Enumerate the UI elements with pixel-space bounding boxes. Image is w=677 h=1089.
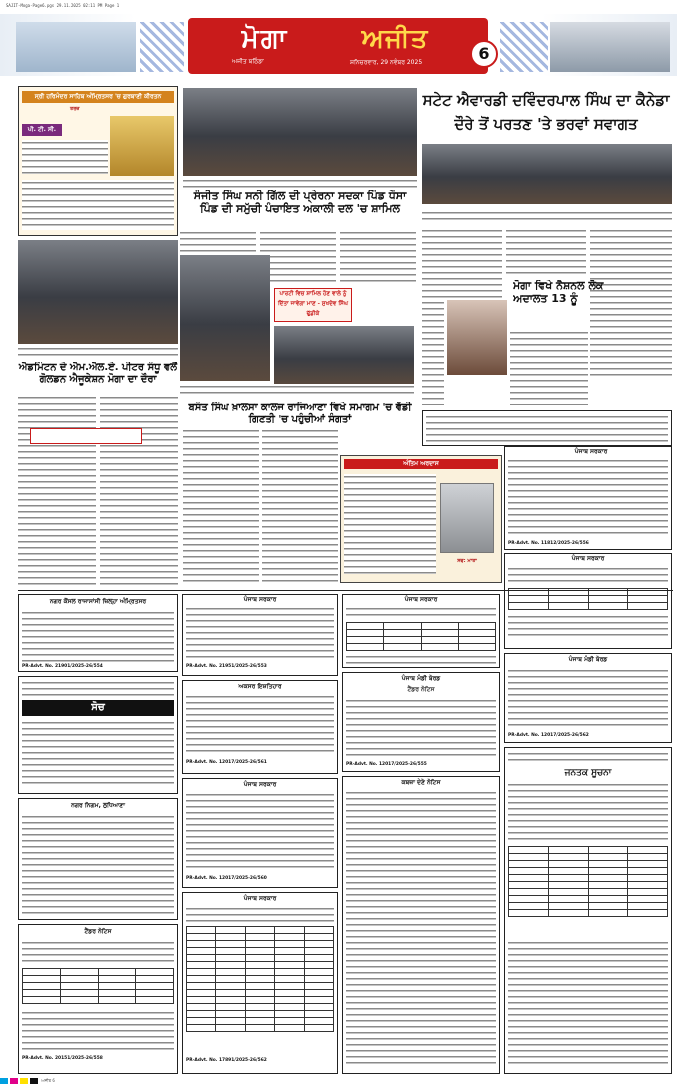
ad-punjab-sarkar-heading-2: ਪੰਜਾਬ ਸਰਕਾਰ [571, 555, 605, 562]
ad-ref-3: PR-Advt. No. 21951/2025-26/553 [186, 664, 267, 669]
ad-ref-4: PR-Advt. No. 12017/2025-26/561 [186, 760, 267, 765]
ad-public-notice-title: ਜਨਤਕ ਸੂਚਨਾ [564, 768, 612, 778]
ad-obituary-photo [440, 483, 494, 553]
ad-punjab-sarkar-table-2 [508, 588, 668, 610]
ad-mandi-board-title: ਪੰਜਾਬ ਮੰਡੀ ਬੋਰਡ [401, 675, 441, 682]
body-center-b-2 [262, 428, 338, 585]
headline-right-b: ਮੋਗਾ ਵਿਖੇ ਨੈਸ਼ਨਲ ਲੋਕ ਅਦਾਲਤ 13 ਨੂੰ [513, 280, 604, 305]
ad-tender-left-text-2 [22, 1010, 174, 1050]
ad-kabza-notice-title: ਕਬਜ਼ਾ ਦੇਣੋ ਨੋਟਿਸ [401, 779, 441, 786]
page-number: 6 [470, 40, 498, 68]
ad-nagar-nigam-text [22, 814, 174, 914]
meta-line: SAJIT-Moga-Page6.pgs 29.11.2025 02:11 PM Page 1 [6, 3, 120, 8]
body-center-b-1 [183, 428, 259, 585]
masthead-section: ਮੋਗਾ [241, 24, 289, 54]
masthead-brand: ਅਜੀਤ [361, 24, 429, 54]
ad-punjab-sarkar-mid-2-title: ਪੰਜਾਬ ਸਰਕਾਰ [243, 781, 277, 788]
ad-punjab-sarkar-c3-1-title: ਪੰਜਾਬ ਸਰਕਾਰ [404, 596, 438, 603]
caption-center-b [180, 384, 414, 398]
masthead-pattern-left [140, 22, 184, 72]
photo-right-b [447, 300, 507, 375]
ad-tender-left-title: ਟੈਂਡਰ ਨੋਟਿਸ [84, 928, 112, 935]
ad-ref-right-1: PR-Advt. No. 11812/2025-26/556 [508, 541, 589, 546]
headline-center: ਸੰਜੀਤ ਸਿੰਘ ਸਨੀ ਗਿੱਲ ਦੀ ਪ੍ਰੇਰਨਾ ਸਦਕਾ ਪਿੰਡ ਧੌਸਾ ਪਿੰਡ ਦੀ ਸਮੁੱਚੀ ਪੰਚਾਇਤ ਅਕਾਲੀ ਦਲ 'ਚ ਸ਼ਾਮਿਲ [193, 190, 407, 215]
ad-mandi-board-sub: ਟੈਂਡਰ ਨੋਟਿਸ [407, 686, 435, 693]
ad-ishtihar-title: ਅਕਸਰ ਇਸ਼ਤਿਹਾਰ [238, 683, 282, 690]
notice-box [274, 288, 352, 322]
ad-public-notice-head [508, 751, 668, 765]
headline-left-a: ਐਡਮਿੰਟਨ ਦੇ ਐਮ.ਐਲ.ਏ. ਪੀਟਰ ਸੰਧੂ ਵਲੋਂ ਗੋਲਡਨ ਐਜੂਕੇਸ਼ਨ ਮੋਗਾ ਦਾ ਦੌਰਾ [18, 362, 178, 385]
caption-left-a [18, 346, 178, 358]
body-center-top-1 [180, 230, 256, 254]
ad-public-notice-text-2 [508, 940, 668, 1068]
ad-punjab-sarkar-mid-1-title: ਪੰਜਾਬ ਸਰਕਾਰ [243, 596, 277, 603]
body-right-2 [506, 228, 586, 278]
photo-main [422, 144, 672, 204]
ad-ref-5: PR-Advt. No. 12017/2025-26/560 [186, 876, 267, 881]
photo-left-a [18, 240, 178, 344]
ad-obituary-title: ਅੰਤਿਮ ਅਰਦਾਸ [344, 459, 498, 469]
photo-center-b [180, 255, 270, 381]
ad-ref-7: PR-Advt. No. 12017/2025-26/555 [346, 762, 427, 767]
photo-center-b-2 [274, 326, 414, 386]
ad-punjab-sarkar-c3-1-text-2 [346, 654, 496, 664]
body-left-col-1 [18, 395, 96, 585]
ad-punjab-sarkar-mid-2-text [186, 792, 334, 868]
ad-ref-6: PR-Advt. No. 17891/2025-26/562 [186, 1058, 267, 1063]
body-right-5 [510, 330, 588, 405]
ad-ref-1: PR-Advt. No. 21901/2025-26/554 [22, 664, 103, 669]
ad-tender-left-table [22, 968, 174, 1004]
ad-punjab-sarkar-c4-1-title: ਪੰਜਾਬ ਮੰਡੀ ਬੋਰਡ [568, 656, 608, 663]
ad-punjab-sarkar-c3-1-table [346, 622, 496, 651]
ad-punjab-sarkar-mid-3-title: ਪੰਜਾਬ ਸਰਕਾਰ [243, 895, 277, 902]
masthead-subtitle: ਅਜੀਤ ਬਠਿੰਡਾ [232, 58, 264, 65]
ad-nagar-council-title: ਨਗਰ ਕੌਂਸਲ ਰਾਜਾਸਾਂਸੀ ਜ਼ਿਲ੍ਹਾ ਅੰਮ੍ਰਿਤਸਰ [49, 598, 147, 605]
ad-temple-image [110, 116, 174, 176]
ad-temple-title: ਸ੍ਰੀ ਹਰਿਮੰਦਰ ਸਾਹਿਬ ਅੰਮ੍ਰਿਤਸਰ 'ਚ ਗੁਰਬਾਣੀ ਕੀਰਤਨ [22, 91, 174, 103]
body-center-top-3 [340, 230, 416, 284]
masthead-date: ਸ਼ਨਿਚਰਵਾਰ, 29 ਨਵੰਬਰ 2025 [350, 59, 423, 66]
body-center-top-2 [260, 230, 336, 284]
masthead-right-image [550, 22, 670, 72]
ad-right-small-text [426, 414, 668, 442]
ad-punjab-sarkar-text-2b [508, 614, 668, 640]
ad-nagar-council-text [22, 610, 174, 662]
ad-soch-banner: ਸੋਚ [22, 700, 174, 716]
ad-punjab-sarkar-c3-1-text [346, 606, 496, 620]
ad-ref-8: PR-Advt. No. 12017/2025-26/562 [508, 733, 589, 738]
body-right-1 [422, 228, 502, 298]
photo-center-top [183, 88, 417, 176]
ad-ref-2: PR-Advt. No. 20151/2025-26/558 [22, 1056, 103, 1061]
ad-obituary-caption: ਸਵ: ਮਾਤਾ [457, 558, 477, 564]
body-right-4 [422, 300, 444, 405]
caption-center-top [183, 178, 417, 188]
pullquote-left [30, 428, 142, 444]
ad-temple-tag: ਪੀ. ਟੀ. ਸੀ. [22, 124, 62, 136]
ad-kabza-notice-text [346, 790, 496, 1068]
ad-public-notice-text [508, 782, 668, 842]
ad-punjab-sarkar-heading-1: ਪੰਜਾਬ ਸਰਕਾਰ [574, 448, 608, 455]
ad-punjab-sarkar-mid-1-text [186, 606, 334, 662]
headline-center-b: ਬਸੰਤ ਸਿੰਘ ਖ਼ਾਲਸਾ ਕਾਲਜ ਰਾਜਿਆਣਾ ਵਿਖੇ ਸਮਾਗਮ 'ਚ ਵੱਡੀ ਗਿਣਤੀ 'ਚ ਪਹੁੰਚੀਆਂ ਸੰਗਤਾਂ [188, 402, 412, 425]
ad-punjab-sarkar-c4-1-text [508, 668, 668, 730]
notice-text: ਪਾਰਟੀ ਵਿਚ ਸ਼ਾਮਿਲ ਹੋਣ ਵਾਲੇ ਨੂੰ ਦਿੱਤਾ ਜਾਵੇਗਾ ਮਾਣ - ਸੁਖਦੇਵ ਸਿੰਘ ਢੁੱਡੀਕੇ [277, 291, 349, 317]
separator [18, 590, 673, 591]
ad-tender-left-text [22, 940, 174, 964]
caption-main [422, 210, 672, 224]
ad-temple-text [22, 140, 108, 174]
masthead-pattern-right [500, 22, 548, 72]
ad-public-notice-table [508, 846, 668, 917]
bottom-strip [0, 1078, 677, 1089]
headline-main: ਸਟੇਟ ਐਵਾਰਡੀ ਦਵਿੰਦਰਪਾਲ ਸਿੰਘ ਦਾ ਕੈਨੇਡਾ ਦੌਰੇ ਤੋਂ ਪਰਤਣ 'ਤੇ ਭਰਵਾਂ ਸਵਾਗਤ [422, 91, 670, 133]
ad-soch-head [22, 680, 174, 698]
ad-punjab-sarkar-text-2 [508, 566, 668, 586]
body-left-col-2 [100, 395, 178, 585]
ad-punjab-sarkar-mid-3-text [186, 906, 334, 922]
ad-ishtihar-text [186, 694, 334, 756]
ad-punjab-sarkar-text-1 [508, 458, 668, 536]
ad-soch-text [22, 720, 174, 784]
masthead-left-image [16, 22, 136, 72]
footer-text: ਅਜੀਤ 6 [41, 1078, 55, 1083]
ad-punjab-sarkar-mid-3-table [186, 926, 334, 1032]
ad-temple-sub: ਤਰਜ਼ [70, 106, 80, 112]
ad-mandi-board-text [346, 698, 496, 760]
ad-temple-text-2 [22, 180, 174, 230]
ad-obituary-text [344, 474, 436, 574]
ad-nagar-nigam-title: ਨਗਰ ਨਿਗਮ, ਲੁਧਿਆਣਾ [71, 802, 125, 809]
